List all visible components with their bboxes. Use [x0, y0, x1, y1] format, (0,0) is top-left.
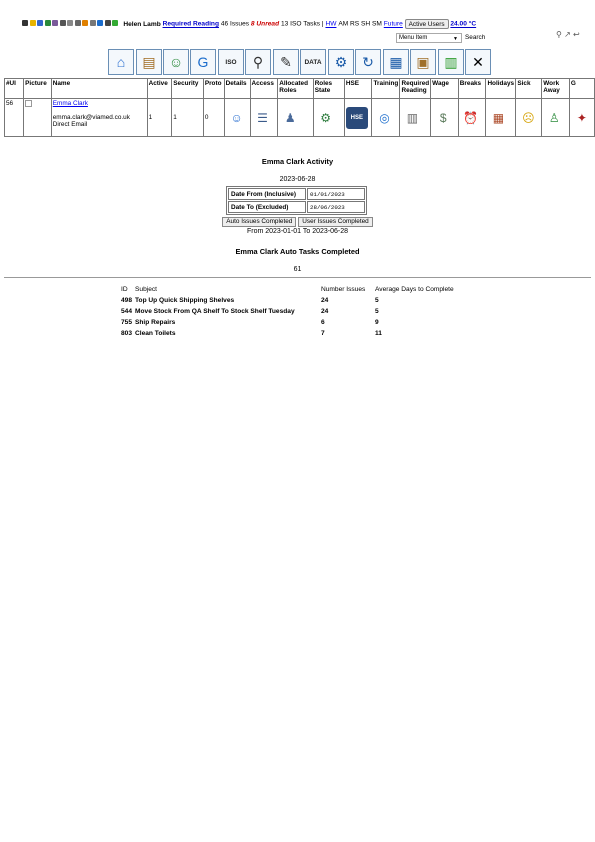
star-icon[interactable]	[30, 20, 36, 26]
issues-count: 46 Issues	[220, 20, 250, 28]
task-average-days: 5	[375, 297, 379, 304]
access-panel-cell[interactable]	[250, 99, 278, 137]
work-away-people-cell[interactable]	[542, 99, 570, 137]
task-id: 544	[121, 308, 133, 315]
header-proto: Proto	[203, 79, 224, 99]
holidays-calendar-cell[interactable]	[486, 99, 516, 137]
zoom-icon[interactable]: ⚲	[556, 30, 562, 39]
unread-count: 8 Unread	[250, 20, 280, 28]
google-icon[interactable]: G	[190, 49, 216, 75]
tasks-table-header	[120, 284, 474, 295]
training-icon[interactable]: ◎	[379, 110, 390, 125]
header-wage: Wage	[431, 79, 459, 99]
header-training: Training	[372, 79, 400, 99]
task-subject: Ship Repairs	[135, 319, 176, 326]
pen-icon[interactable]: ✎	[273, 49, 299, 75]
archive-icon[interactable]: ▤	[136, 49, 162, 75]
active-cell	[147, 99, 172, 137]
right-utility-icons	[556, 30, 580, 39]
users-group-icon[interactable]: ☺	[163, 49, 189, 75]
header-details: Details	[224, 79, 250, 99]
table-row	[120, 306, 474, 317]
user-email: emma.clark@viamed.co.uk	[52, 114, 130, 121]
back-arrow-icon[interactable]: ↩	[573, 30, 580, 39]
date-to-label: Date To (Excluded)	[228, 201, 306, 213]
broken-image-icon	[25, 100, 32, 107]
header-holidays: Holidays	[486, 79, 516, 99]
breaks-alarm-clock-cell[interactable]	[458, 99, 486, 137]
task-number-issues: 7	[321, 330, 325, 337]
header-active: Active	[147, 79, 172, 99]
printer-icon[interactable]	[37, 20, 43, 26]
task-subject: Move Stock From QA Shelf To Stock Shelf Tuesday	[135, 308, 295, 315]
wage-money-cell[interactable]	[431, 99, 459, 137]
temperature-readout[interactable]: 24.00 °C	[450, 20, 477, 28]
required-reading-link[interactable]: Required Reading	[162, 20, 219, 28]
users-table-header	[5, 79, 595, 99]
sick-smiley-icon[interactable]: ☹	[522, 110, 535, 125]
divider	[4, 277, 591, 278]
hw-link[interactable]: HW	[325, 20, 337, 28]
security-cell	[172, 99, 204, 137]
table-row	[120, 328, 474, 339]
header-allocated-roles: Allocated Roles	[278, 79, 313, 99]
roles-state-icon[interactable]: ⚙	[320, 110, 332, 125]
window-icon[interactable]	[67, 20, 73, 26]
menu-item-select[interactable]	[396, 33, 462, 43]
task-number-issues: 24	[321, 308, 329, 315]
magnifier-icon[interactable]: ⚲	[245, 49, 271, 75]
header-id: ID	[121, 286, 128, 293]
activity-title: Emma Clark Activity	[261, 157, 334, 166]
codes-data-icon[interactable]: DATA	[300, 49, 326, 75]
direct-email-text: Direct Email	[52, 121, 88, 128]
access-panel-icon[interactable]: ☰	[257, 110, 268, 125]
breaks-alarm-clock-icon[interactable]: ⏰	[463, 110, 479, 125]
holidays-calendar-icon[interactable]: ▦	[492, 110, 505, 125]
roles-state-cell[interactable]	[313, 99, 344, 137]
header-average-days-to-complete: Average Days to Complete	[375, 286, 454, 293]
wage-money-icon[interactable]: $	[439, 110, 447, 125]
details-person-cell[interactable]	[224, 99, 250, 137]
user-name-link[interactable]: Emma Clark	[52, 100, 88, 107]
active-value: 1	[148, 114, 153, 121]
user-picture-cell	[24, 99, 52, 137]
network-icon[interactable]	[97, 20, 103, 26]
task-number-issues: 6	[321, 319, 325, 326]
leaf-icon[interactable]	[112, 20, 118, 26]
gears-icon[interactable]: ⚙	[328, 49, 354, 75]
auto-tasks-title: Emma Clark Auto Tasks Completed	[235, 247, 360, 256]
training-cell[interactable]	[372, 99, 400, 137]
copy-icon[interactable]	[75, 20, 81, 26]
table-row	[120, 317, 474, 328]
g-partial-icon[interactable]: ✦	[576, 110, 587, 125]
date-to-input[interactable]: 28/06/2023	[307, 201, 365, 213]
work-away-people-icon[interactable]: ♙	[548, 110, 560, 125]
external-link-icon[interactable]: ↗	[564, 30, 571, 39]
user-issues-completed-button[interactable]: User Issues Completed	[298, 217, 372, 227]
menu-select-value: Menu Item	[399, 35, 428, 41]
table-row	[120, 295, 474, 306]
allocated-roles-cell[interactable]	[278, 99, 313, 137]
future-link[interactable]: Future	[383, 20, 403, 28]
date-range-text: From 2023-01-01 To 2023-06-28	[246, 228, 349, 235]
details-person-icon[interactable]: ☺	[230, 110, 243, 125]
refresh-icon[interactable]: ↻	[355, 49, 381, 75]
task-subject: Top Up Quick Shipping Shelves	[135, 297, 235, 304]
auto-issues-completed-button[interactable]: Auto Issues Completed	[222, 217, 296, 227]
globe-icon[interactable]	[45, 20, 51, 26]
hse-cell[interactable]	[344, 99, 372, 137]
header-number-issues: Number Issues	[321, 286, 366, 293]
date-from-label: Date From (Inclusive)	[228, 188, 306, 200]
required-reading-book-cell[interactable]	[400, 99, 431, 137]
active-users-button[interactable]: Active Users	[405, 19, 449, 29]
task-average-days: 5	[375, 308, 379, 315]
header-security: Security	[172, 79, 204, 99]
sick-smiley-cell[interactable]	[516, 99, 542, 137]
search-button[interactable]: Search	[465, 34, 486, 41]
header-access: Access	[250, 79, 278, 99]
close-x-icon[interactable]: ✕	[465, 49, 491, 75]
chart-icon[interactable]: ▦	[383, 49, 409, 75]
top-status-bar	[22, 19, 595, 31]
top-quick-icons	[22, 21, 120, 28]
task-id: 498	[121, 297, 133, 304]
task-average-days: 9	[375, 319, 379, 326]
proto-cell	[203, 99, 224, 137]
auto-tasks-count: 61	[293, 266, 302, 273]
current-date: 2023-06-28	[279, 176, 316, 183]
person-icon[interactable]	[105, 20, 111, 26]
date-from-input[interactable]: 01/01/2023	[307, 188, 365, 200]
security-value: 1	[173, 114, 177, 121]
task-subject: Clean Toilets	[135, 330, 176, 337]
user-name-cell	[51, 99, 147, 137]
header-ui: #UI	[5, 79, 24, 99]
report-buttons	[0, 217, 595, 227]
chevron-down-icon: ▼	[453, 36, 458, 42]
separator: |	[321, 20, 324, 28]
brightness-icon[interactable]	[90, 20, 96, 26]
palm-icon[interactable]	[82, 20, 88, 26]
header-subject: Subject	[135, 286, 157, 293]
logged-in-user-name: Helen Lamb	[123, 20, 161, 28]
header-sick: Sick	[516, 79, 542, 99]
header-hse: HSE	[344, 79, 372, 99]
users-table	[4, 78, 595, 137]
header-g: G	[569, 79, 594, 99]
settings-icon[interactable]	[60, 20, 66, 26]
header-picture: Picture	[24, 79, 52, 99]
table-row	[5, 99, 595, 137]
header-name: Name	[51, 79, 147, 99]
task-id: 803	[121, 330, 133, 337]
header-roles-state: Roles State	[313, 79, 344, 99]
user-codes: AM RS SH SM	[338, 20, 382, 28]
user-id-cell: 56	[5, 99, 24, 137]
required-reading-book-icon[interactable]: ▥	[406, 110, 419, 125]
wand-icon[interactable]	[52, 20, 58, 26]
home-icon[interactable]: ⌂	[108, 49, 134, 75]
hse-icon[interactable]: HSE	[346, 107, 368, 129]
task-average-days: 11	[375, 330, 382, 337]
date-range-form	[226, 186, 367, 215]
tasks-table	[120, 284, 474, 339]
proto-value: 0	[204, 114, 209, 121]
header-breaks: Breaks	[458, 79, 486, 99]
box-icon[interactable]: ▣	[410, 49, 436, 75]
allocated-roles-icon[interactable]: ♟	[284, 110, 296, 125]
header-required-reading: Required Reading	[400, 79, 431, 99]
task-id: 755	[121, 319, 133, 326]
g-partial-cell[interactable]	[569, 99, 594, 137]
iso-icon[interactable]: ISO	[218, 49, 244, 75]
task-number-issues: 24	[321, 297, 329, 304]
book-icon[interactable]: ▥	[438, 49, 464, 75]
header-work-away: Work Away	[542, 79, 570, 99]
warning-icon[interactable]	[22, 20, 28, 26]
iso-tasks-count: 13 ISO Tasks	[280, 20, 321, 28]
